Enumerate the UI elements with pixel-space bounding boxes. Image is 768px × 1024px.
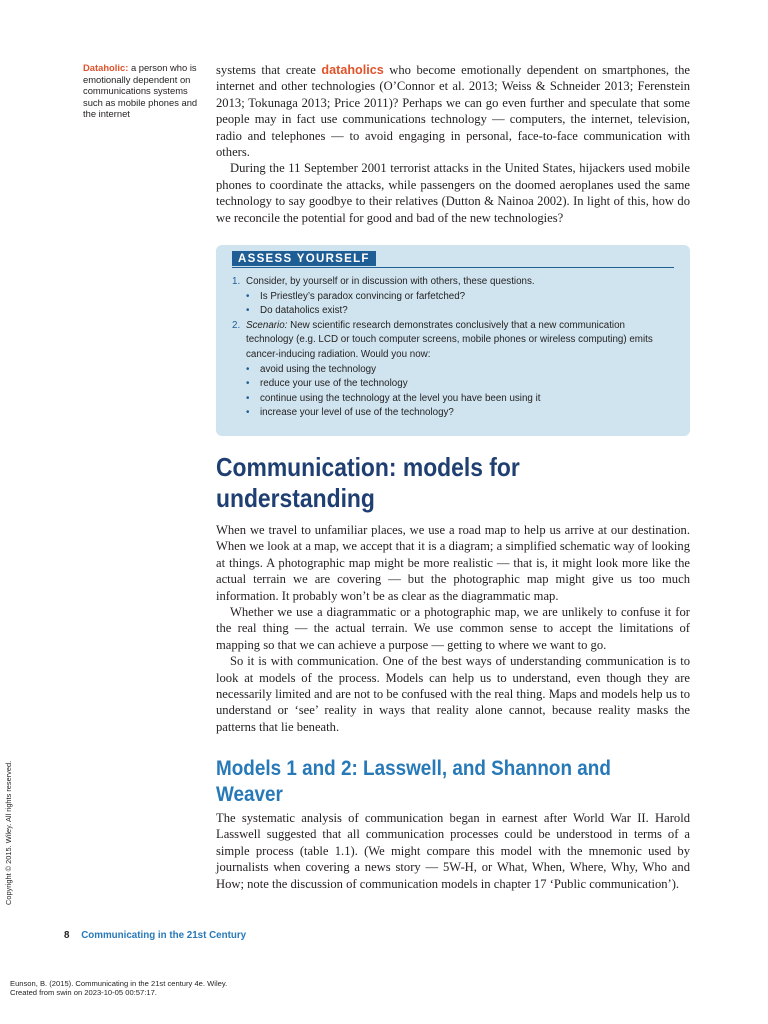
margin-definition-text: a person who is emotionally dependent on communications systems such as mobile phones and the internet	[83, 62, 198, 120]
question-number: 2.	[232, 319, 241, 331]
bullet-icon: •	[246, 290, 250, 302]
section1-paragraph-1: When we travel to unfamiliar places, we use a road map to help us arrive at our destination. When we look at a map, we accept that it is a diagram; a simplified schematic way of looking at things. A photographic map might be more realistic — that is, it might look more like the actual terrain we are covering — but the photographic map might give us too much information. It probably won’t be as clear as the diagrammatic map.	[216, 523, 690, 603]
section1-paragraph-3: So it is with communication. One of the best ways of understanding communication is to look at models of the process. Models can help us to understand, even though they are necessarily limited and are not to be confused with the real thing. Maps and models help us to understand or ‘see’ reality in ways that reality alone cannot, because reality masks the patterns that lie beneath.	[216, 654, 690, 734]
margin-definition	[83, 62, 208, 120]
list-item	[232, 304, 672, 319]
intro-p1-text: systems that create	[216, 63, 322, 77]
section-heading-models-1-2: Models 1 and 2: Lasswell, and Shannon and Weaver	[216, 757, 611, 806]
section-1-body	[216, 522, 690, 735]
credit-line-2: Created from swin on 2023-10-05 00:57:17.	[10, 988, 157, 998]
section-heading-communication-models: Communication: models for understanding	[216, 452, 520, 513]
intro-p1-continued: who become emotionally dependent on smartphones, the internet and other technologies (O’Connor et al. 2013; Weiss & Schneider 2013; Ferenstein 2013; Tokunaga 2013; Price 2011)? Perhaps we can go even further and speculate that some people may in fact use communications technology — computers, the internet, television, radio and telephones — to avoid engaging in personal, face-to-face communication with others.	[216, 63, 690, 160]
intro-section	[216, 62, 690, 226]
question-text: New scientific research demonstrates conclusively that a new communication technology (e.g. LCD or touch computer screens, mobile phones or wireless computing) emits cancer-inducing radiation. Would you now:	[246, 319, 653, 360]
bullet-text: reduce your use of the technology	[260, 378, 408, 390]
question-1	[232, 275, 672, 290]
section2-paragraph-1: The systematic analysis of communication began in earnest after World War II. Harold Lasswell suggested that all communication processes could be understood in terms of a simple process (table 1.1). (We might compare this model with the mnemonic used by journalists when covering a news story — 5W-H, or What, When, Where, Why, Who and How; note the discussion of communication models in chapter 17 ‘Public communication’).	[216, 811, 690, 891]
question-text: Consider, by yourself or in discussion with others, these questions.	[246, 276, 535, 287]
bullet-text: avoid using the technology	[260, 363, 377, 375]
list-item	[232, 290, 672, 305]
page-footer	[64, 930, 246, 941]
box-divider	[232, 267, 674, 268]
assess-questions	[232, 275, 672, 421]
bullet-icon: •	[246, 378, 250, 390]
book-title: Communicating in the 21st Century	[81, 930, 247, 941]
bullet-icon: •	[246, 305, 250, 317]
question-number: 1.	[232, 276, 241, 287]
bullet-text: Do dataholics exist?	[260, 305, 348, 317]
intro-paragraph-1	[216, 62, 690, 160]
margin-term: Dataholic:	[83, 62, 129, 73]
intro-paragraph-2: During the 11 September 2001 terrorist attacks in the United States, hijackers used mobile phones to coordinate the attacks, while passengers on the doomed aeroplanes used the same technology to say goodbye to their relatives (Dutton & Nainoa 2002). In light of this, how do we reconcile the potential for good and bad of the new technologies?	[216, 161, 690, 225]
list-item	[232, 392, 672, 407]
section1-paragraph-2: Whether we use a diagrammatic or a photographic map, we are unlikely to confuse it for the real thing — the actual terrain. We use common sense to accept the limitations of mapping so that we can achieve a purpose — getting to where we want to go.	[216, 605, 690, 652]
list-item	[232, 377, 672, 392]
section-2-body	[216, 810, 690, 892]
credit-line-1: Eunson, B. (2015). Communicating in the 21st century 4e. Wiley.	[10, 979, 228, 988]
assess-yourself-title: ASSESS YOURSELF	[232, 251, 376, 266]
question-2	[232, 319, 672, 363]
bullet-icon: •	[246, 363, 250, 375]
dataholics-keyword: dataholics	[321, 63, 384, 77]
bullet-icon: •	[246, 407, 250, 419]
assess-yourself-box	[216, 245, 690, 436]
bullet-text: increase your level of use of the technology?	[260, 407, 454, 419]
page-number: 8	[64, 930, 70, 941]
bullet-text: continue using the technology at the level you have been using it	[260, 392, 541, 404]
list-item	[232, 406, 672, 421]
scenario-label: Scenario:	[246, 319, 288, 331]
bullet-icon: •	[246, 392, 250, 404]
list-item	[232, 363, 672, 378]
copyright-notice: Copyright © 2015. Wiley. All rights reserved.	[4, 760, 13, 905]
bullet-text: Is Priestley’s paradox convincing or farfetched?	[260, 290, 466, 302]
source-credit	[10, 979, 227, 998]
